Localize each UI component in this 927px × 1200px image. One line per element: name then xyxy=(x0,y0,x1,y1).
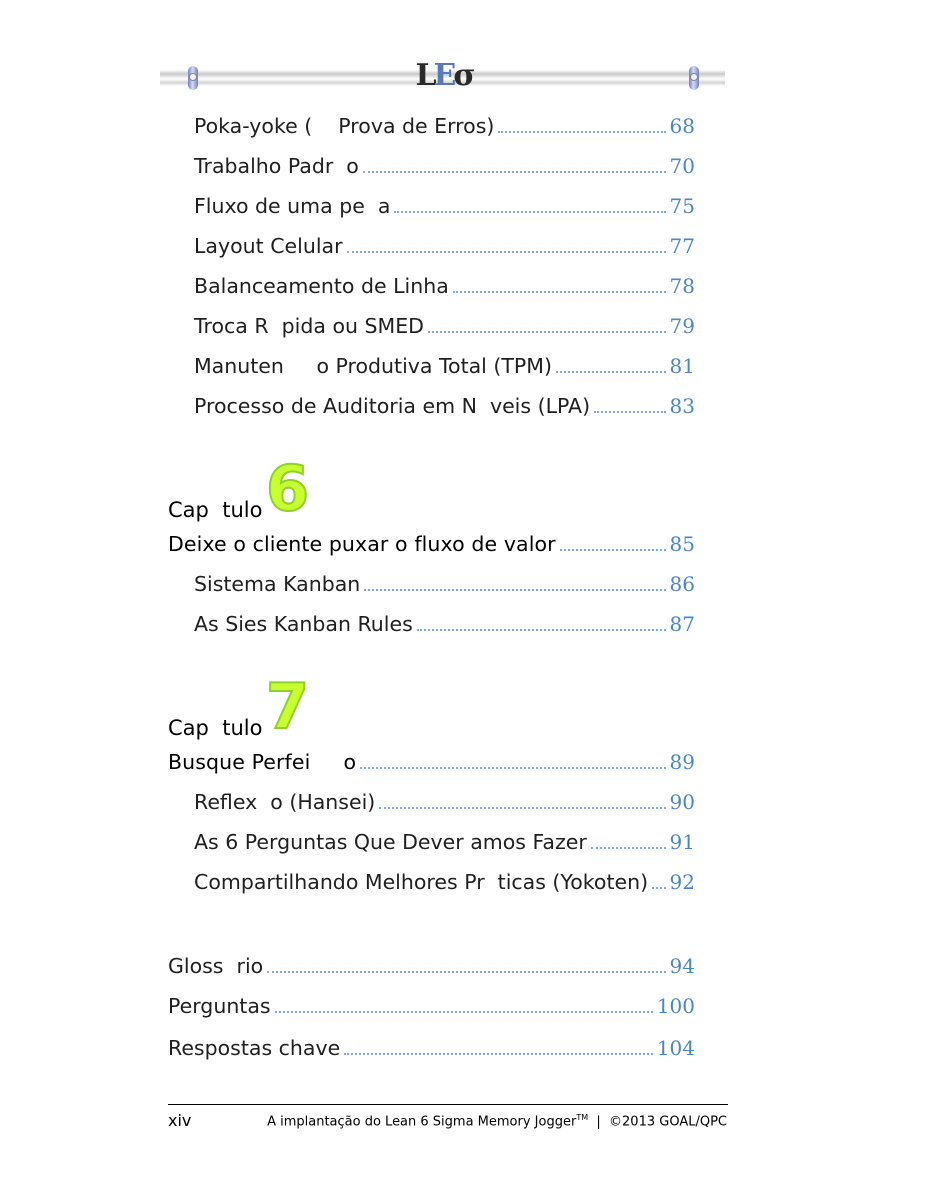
toc-entry[interactable] xyxy=(168,1030,695,1062)
chapter-word: Cap tulo xyxy=(168,498,263,522)
trademark-mark: TM xyxy=(576,1113,589,1122)
dot-leader xyxy=(364,589,665,591)
toc-entry[interactable] xyxy=(194,864,695,896)
toc-entry-page: 86 xyxy=(669,572,695,596)
toc-entry-label: Compartilhando Melhores Pr ticas (Yokoten) xyxy=(194,870,649,894)
toc-entry-label: Poka-yoke ( Prova de Erros) xyxy=(194,114,495,138)
toc-entry-label: Fluxo de uma pe a xyxy=(194,194,391,218)
toc-entry[interactable] xyxy=(194,148,695,180)
dot-leader xyxy=(275,1011,653,1013)
toc-entry[interactable] xyxy=(168,988,695,1020)
dot-leader xyxy=(363,171,666,173)
toc-entry-page: 81 xyxy=(669,354,695,378)
toc-entry-label: Perguntas xyxy=(168,994,271,1018)
dot-leader xyxy=(394,211,665,213)
toc-entry[interactable] xyxy=(168,948,695,980)
chapter-7-title-entry[interactable] xyxy=(168,744,695,776)
toc-entry[interactable] xyxy=(194,388,695,420)
dot-leader xyxy=(453,291,666,293)
chapter-word: Cap tulo xyxy=(168,716,263,740)
toc-entry-page: 77 xyxy=(669,234,695,258)
lean-six-sigma-logo: LEσ xyxy=(415,58,473,93)
toc-entry-label: Reflex o (Hansei) xyxy=(194,790,376,814)
dot-leader xyxy=(344,1053,653,1055)
toc-entry[interactable] xyxy=(194,566,695,598)
dot-leader xyxy=(591,847,666,849)
toc-entry-page: 78 xyxy=(669,274,695,298)
toc-entry-page: 85 xyxy=(669,532,695,556)
footer-rule xyxy=(168,1104,728,1105)
header-knob-right xyxy=(689,66,699,90)
toc-entry-label: Sistema Kanban xyxy=(194,572,361,596)
header-knob-left xyxy=(188,66,198,90)
toc-entry-label: Balanceamento de Linha xyxy=(194,274,449,298)
header-bar xyxy=(160,58,725,93)
toc-entry[interactable] xyxy=(194,606,695,638)
toc-entry-label: Gloss rio xyxy=(168,954,264,978)
toc-entry-label: As 6 Perguntas Que Dever amos Fazer xyxy=(194,830,587,854)
toc-entry[interactable] xyxy=(194,268,695,300)
dot-leader xyxy=(652,887,665,889)
chapter-number: 6 xyxy=(266,452,310,525)
chapter-6-heading xyxy=(168,452,368,525)
toc-entry[interactable] xyxy=(194,348,695,380)
dot-leader xyxy=(428,331,666,333)
dot-leader xyxy=(379,807,665,809)
footer-page-number: xiv xyxy=(168,1111,192,1130)
toc-entry-page: 89 xyxy=(669,750,695,774)
toc-entry-page: 79 xyxy=(669,314,695,338)
dot-leader xyxy=(556,371,666,373)
toc-entry-page: 75 xyxy=(669,194,695,218)
dot-leader xyxy=(498,131,665,133)
toc-entry-label: Respostas chave xyxy=(168,1036,341,1060)
toc-entry-label: Trabalho Padr o xyxy=(194,154,359,178)
footer-credit xyxy=(267,1113,727,1129)
toc-entry-page: 83 xyxy=(669,394,695,418)
toc-entry-page: 92 xyxy=(669,870,695,894)
dot-leader xyxy=(560,549,666,551)
toc-entry-page: 91 xyxy=(669,830,695,854)
toc-entry-label: Layout Celular xyxy=(194,234,343,258)
dot-leader xyxy=(267,971,665,973)
toc-entry-page: 104 xyxy=(656,1036,695,1060)
dot-leader xyxy=(360,767,665,769)
chapter-title-label: Busque Perfei o xyxy=(168,750,357,774)
toc-entry[interactable] xyxy=(194,228,695,260)
toc-entry[interactable] xyxy=(194,824,695,856)
toc-entry-page: 100 xyxy=(656,994,695,1018)
dot-leader xyxy=(417,629,666,631)
chapter-title-label: Deixe o cliente puxar o fluxo de valor xyxy=(168,532,556,556)
dot-leader xyxy=(347,251,666,253)
chapter-number: 7 xyxy=(266,670,310,743)
toc-entry-label: Manuten o Produtiva Total (TPM) xyxy=(194,354,552,378)
toc-entry-label: Processo de Auditoria em N veis (LPA) xyxy=(194,394,591,418)
footer-copyright: | ©2013 GOAL/QPC xyxy=(588,1114,727,1130)
toc-entry[interactable] xyxy=(194,188,695,220)
dot-leader xyxy=(594,411,665,413)
toc-entry[interactable] xyxy=(194,308,695,340)
chapter-6-title-entry[interactable] xyxy=(168,526,695,558)
toc-entry-page: 94 xyxy=(669,954,695,978)
toc-entry-label: As Sies Kanban Rules xyxy=(194,612,413,636)
footer-book-title: A implantação do Lean 6 Sigma Memory Jogger xyxy=(267,1114,577,1130)
toc-entry-page: 70 xyxy=(669,154,695,178)
toc-entry-page: 90 xyxy=(669,790,695,814)
toc-entry-page: 87 xyxy=(669,612,695,636)
toc-entry-page: 68 xyxy=(669,114,695,138)
toc-entry[interactable] xyxy=(194,108,695,140)
toc-entry-label: Troca R pida ou SMED xyxy=(194,314,424,338)
toc-entry[interactable] xyxy=(194,784,695,816)
chapter-7-heading xyxy=(168,670,368,743)
